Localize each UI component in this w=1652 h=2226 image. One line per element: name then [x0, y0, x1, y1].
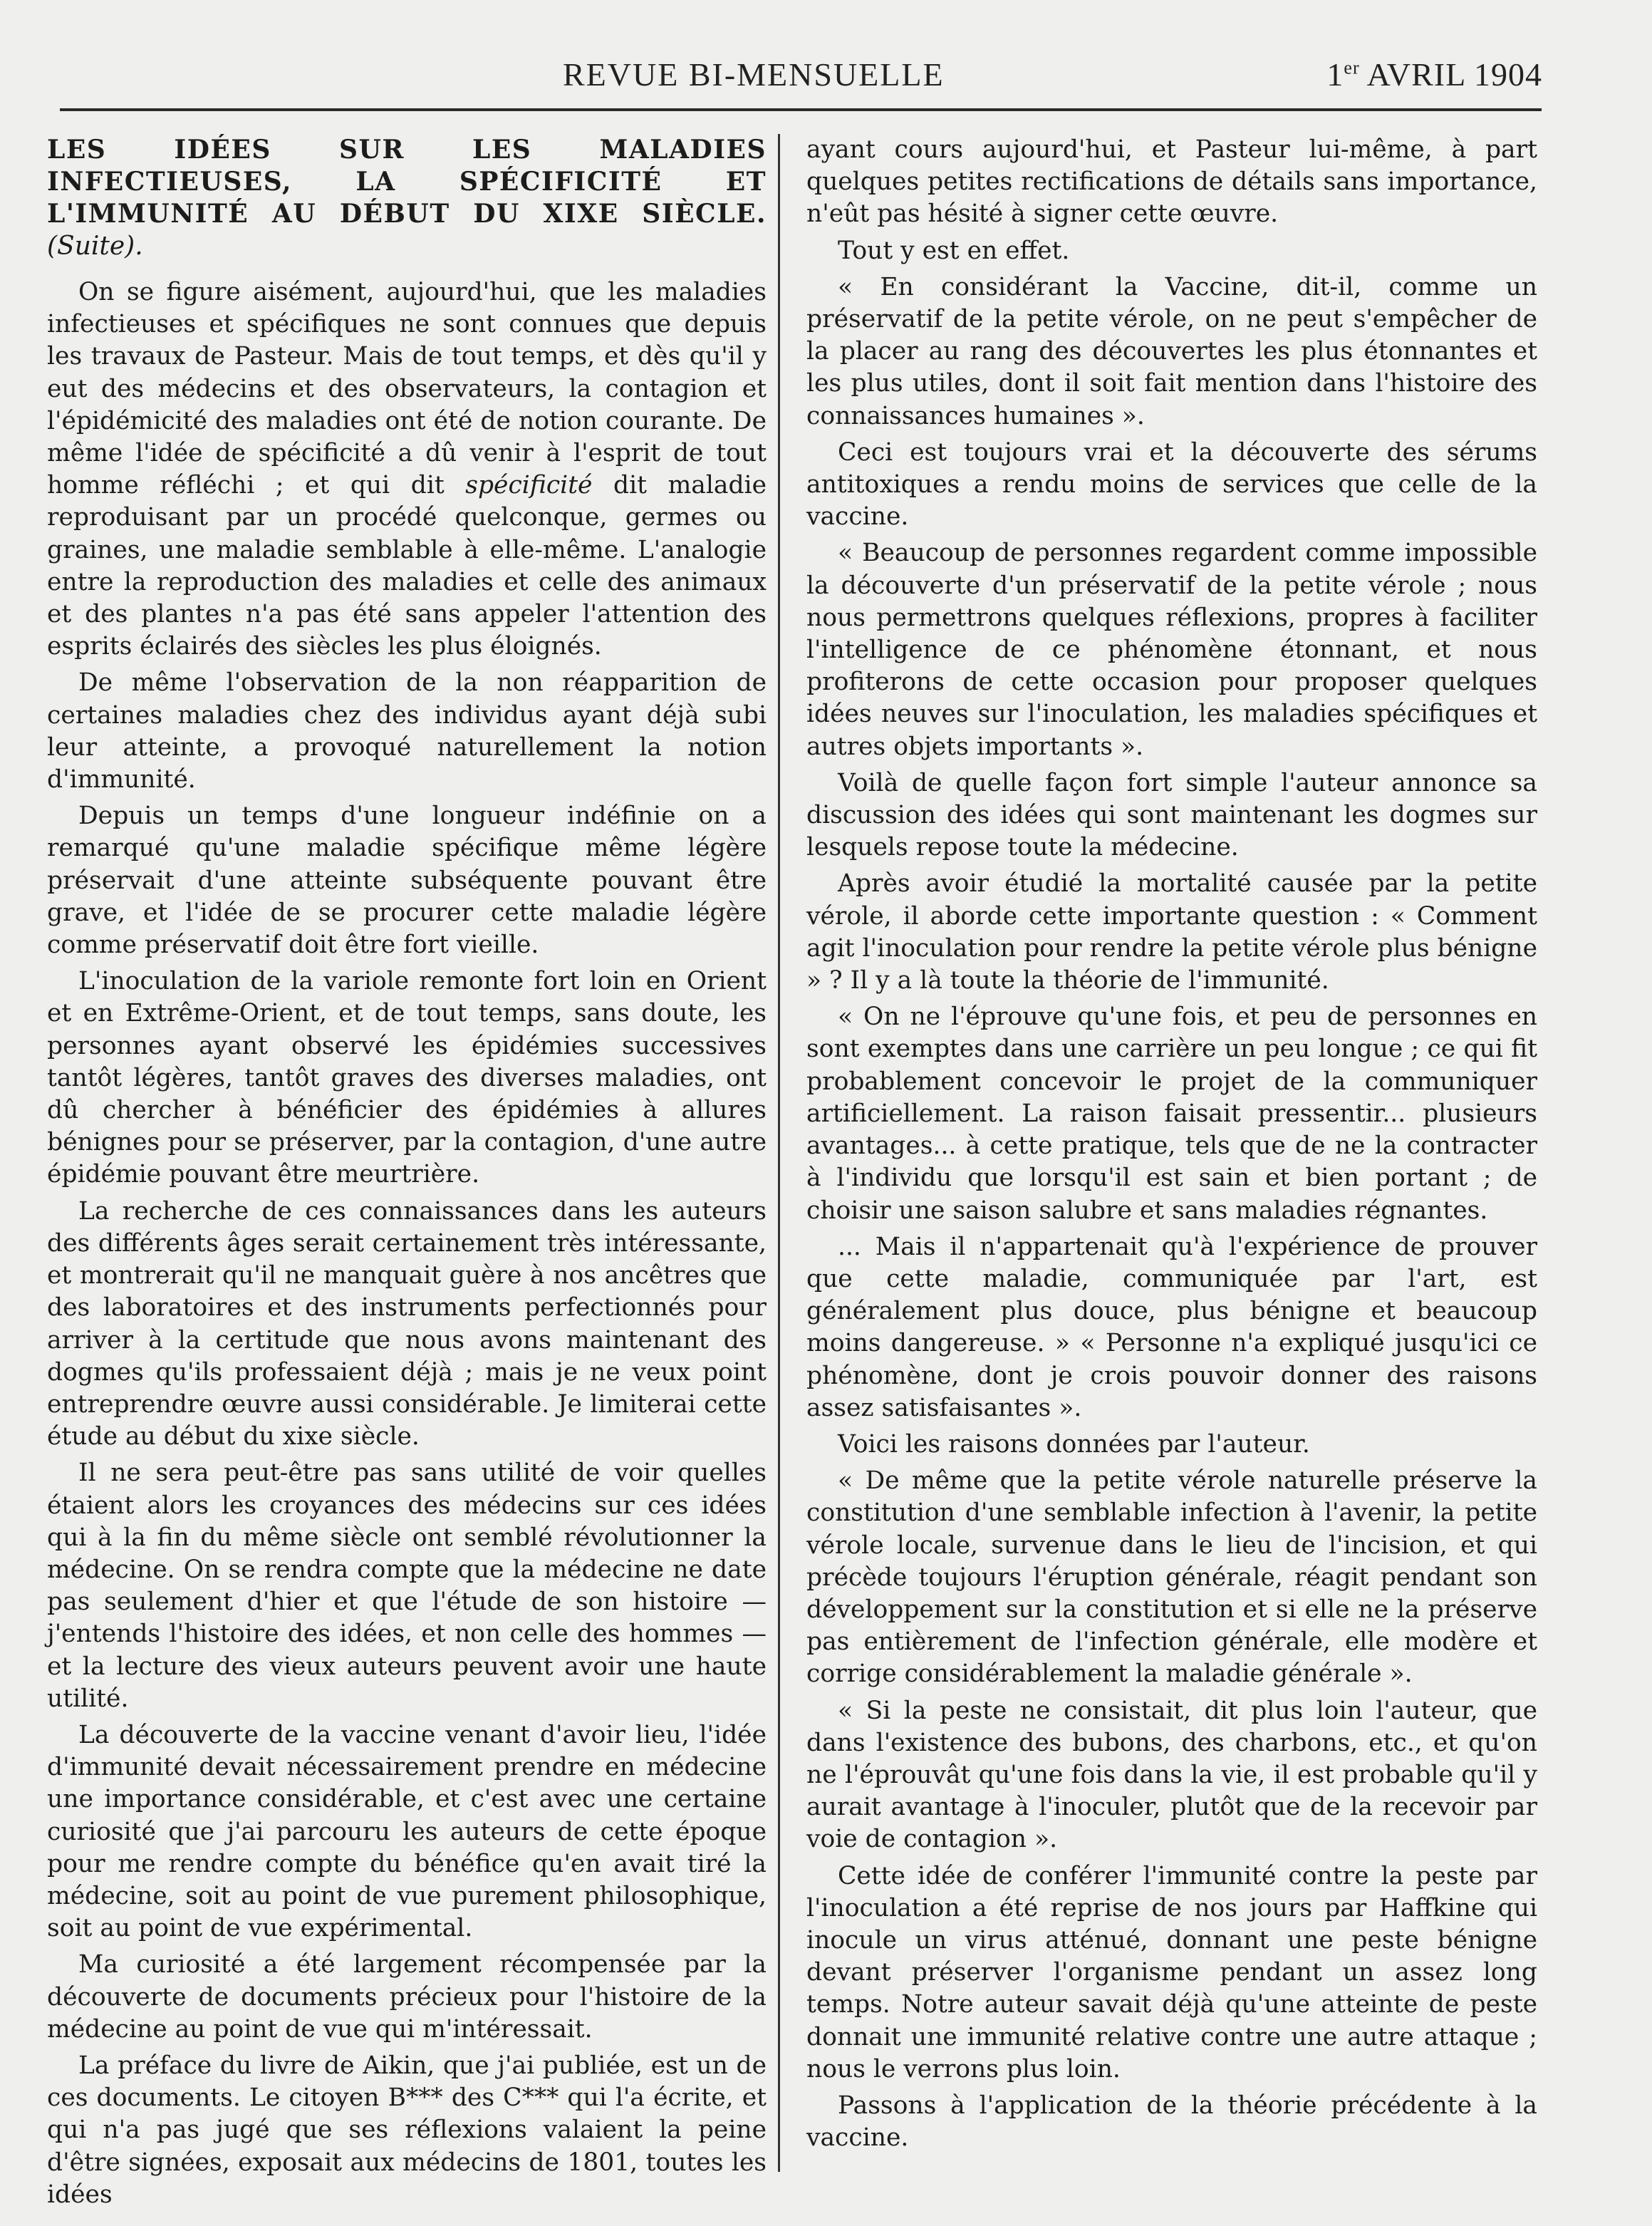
issue-date: [1326, 56, 1542, 93]
paragraph: [47, 2050, 767, 2211]
left-paragraphs: [47, 276, 767, 2211]
paragraph: « En considérant la Vaccine, dit-il, comme un préservatif de la petite vérole, on ne peut s'empêcher de la placer au rang des découvertes les plus étonnantes et les plus utiles, dont il soit fait mention dans l'histoire des connaissances humaines ».: [806, 272, 1537, 430]
paragraph-text: dit maladie reproduisant par un procédé quelconque, germes ou graines, une maladie semblable à elle-même. L'analogie entre la reproduction des maladies et celle des animaux et des plantes n'a pas été sans appeler l'attention des esprits éclairés des siècles les plus éloignés.: [47, 471, 767, 661]
paragraph: Voilà de quelle façon fort simple l'auteur annonce sa discussion des idées qui sont maintenant les dogmes sur lesquels repose toute la médecine.: [806, 768, 1537, 862]
paragraph: [47, 1719, 767, 1945]
issue-date-day-suffix: er: [1344, 57, 1360, 78]
article-title: [47, 134, 767, 262]
article-title-suffix: (Suite).: [47, 232, 143, 261]
paragraph: [47, 1949, 767, 2046]
running-header: [0, 50, 1652, 100]
paragraph: « De même que la petite vérole naturelle préserve la constitution d'une semblable infection à l'avenir, la petite vérole locale, survenue dans le lieu de l'incision, et qui précède toujours l'éruption générale, réagit pendant son développement sur la constitution et si elle ne la préserve pas entièrement de l'infection générale, elle modère et corrige considérablement la maladie générale ».: [806, 1466, 1537, 1689]
issue-date-month-year: AVRIL 1904: [1366, 56, 1542, 93]
paragraph-text: On se figure aisément, aujourd'hui, que les maladies infectieuses et spécifiques ne sont connues que depuis les travaux de Pasteur. Mais de tout temps, et dès qu'il y eut des médecins et des observateurs, la contagion et l'épidémicité des maladies ont été de notion courante. De même l'idée de spécificité a dû venir à l'esprit de tout homme réfléchi ; et qui dit: [47, 278, 767, 500]
paragraph: [47, 800, 767, 961]
emphasis: spécificité: [465, 471, 593, 500]
paragraph-text: La préface du livre de Aikin, que j'ai publiée, est un de ces documents. Le citoyen B*** des C*** qui l'a écrite, et qui n'a pas jugé que ses réflexions valaient la peine d'être signées, exposait aux médecins de 1801, toutes les idées: [47, 2051, 767, 2209]
paragraph: « Beaucoup de personnes regardent comme impossible la découverte d'un préservatif de la petite vérole ; nous nous permettrons quelques réflexions, propres à faciliter l'intelligence de ce phénomène étonnant, et nous profiterons de cette occasion pour proposer quelques idées neuves sur l'inoculation, les maladies spécifiques et autres objets importants ».: [806, 539, 1537, 761]
journal-title: REVUE BI-MENSUELLE: [563, 56, 945, 93]
paragraph-text: Depuis un temps d'une longueur indéfinie on a remarqué qu'une maladie spécifique même légère préservait d'une atteinte subséquente pouvant être grave, et l'idée de se procurer cette maladie légère comme préservatif doit être fort vieille.: [47, 802, 767, 960]
paragraph-text: De même l'observation de la non réapparition de certaines maladies chez des individus ayant déjà subi leur atteinte, a provoqué naturellement la notion d'immunité.: [47, 668, 767, 794]
paragraph-text: Il ne sera peut-être pas sans utilité de voir quelles étaient alors les croyances des médecins sur ces idées qui à la fin du même siècle ont semblé révolutionner la médecine. On se rendra compte que la médecine ne date pas seulement d'hier et que l'étude de son histoire — j'entends l'histoire des idées, et non celle des hommes — et la lecture des vieux auteurs peuvent avoir une haute utilité.: [47, 1459, 767, 1713]
article-title-text: LES IDÉES SUR LES MALADIES INFECTIEUSES, LA SPÉCIFICITÉ ET L'IMMUNITÉ AU DÉBUT DU XIXE SIÈCLE.: [47, 135, 767, 229]
paragraph: « On ne l'éprouve qu'une fois, et peu de personnes en sont exemptes dans une carrière un peu longue ; ce qui fit probablement concevoir le projet de la communiquer artificiellement. La raison faisait pressentir... plusieurs avantages... à cette pratique, tels que de ne la contracter à l'individu que lorsqu'il est sain et bien portant ; de choisir une saison salubre et sans maladies régnantes.: [806, 1003, 1537, 1225]
paragraph-text: La découverte de la vaccine venant d'avoir lieu, l'idée d'immunité devait nécessairement prendre en médecine une importance considérable, et c'est avec une certaine curiosité que j'ai parcouru les auteurs de cette époque pour me rendre compte du bénéfice qu'en avait tiré la médecine, soit au point de vue purement philosophique, soit au point de vue expérimental.: [47, 1720, 767, 1943]
paragraph: Tout y est en effet.: [838, 236, 1070, 265]
paragraph-text: La recherche de ces connaissances dans les auteurs des différents âges serait certainement très intéressante, et montrerait qu'il ne manquait guère à nos ancêtres que des laboratoires et des instruments perfectionnés pour arriver à la certitude que nous avons maintenant des dogmes qu'ils professaient déjà ; mais je ne veux point entreprendre œuvre aussi considérable. Je limiterai cette étude au début du xixe siècle.: [47, 1196, 767, 1451]
paragraph: Voici les raisons données par l'auteur.: [838, 1429, 1310, 1459]
right-column: [806, 134, 1537, 2158]
paragraph: [47, 667, 767, 796]
left-column: [47, 134, 767, 2215]
paragraph: Après avoir étudié la mortalité causée par la petite vérole, il aborde cette importante question : « Comment agit l'inoculation pour rendre la petite vérole plus bénigne » ? Il y a là toute la théorie de l'immunité.: [806, 869, 1537, 995]
paragraph: [47, 1457, 767, 1715]
paragraph: Passons à l'application de la théorie précédente à la vaccine.: [806, 2091, 1537, 2153]
paragraph: Cette idée de conférer l'immunité contre la peste par l'inoculation a été reprise de nos jours par Haffkine qui inocule un virus atténué, donnant une peste bénigne devant préserver l'organisme pendant un assez long temps. Notre auteur savait déjà qu'une atteinte de peste donnait une immunité relative contre une autre attaque ; nous le verrons plus loin.: [806, 1861, 1537, 2083]
paragraph: ayant cours aujourd'hui, et Pasteur lui-même, à part quelques petites rectifications de détails sans importance, n'eût pas hésité à signer cette œuvre.: [806, 135, 1537, 229]
paragraph: [47, 276, 767, 663]
paragraph: [47, 1196, 767, 1454]
header-rule: [60, 108, 1542, 111]
paragraph: ... Mais il n'appartenait qu'à l'expérience de prouver que cette maladie, communiquée par l'art, est généralement plus douce, plus bénigne et beaucoup moins dangereuse. » « Personne n'a expliqué jusqu'ici ce phénomène, dont je crois pouvoir donner des raisons assez satisfaisantes ».: [806, 1232, 1537, 1422]
paragraph: « Si la peste ne consistait, dit plus loin l'auteur, que dans l'existence des bubons, des charbons, etc., et qu'on ne l'éprouvât qu'une fois dans la vie, il est probable qu'il y aurait avantage à l'inoculer, plutôt que de la recevoir par voie de contagion ».: [806, 1696, 1537, 1854]
paragraph: [47, 966, 767, 1191]
right-paragraphs: [806, 134, 1537, 2154]
paragraph-text: L'inoculation de la variole remonte fort loin en Orient et en Extrême-Orient, et de tout temps, sans doute, les personnes ayant observé les épidémies successives tantôt légères, tantôt graves des diverses maladies, ont dû chercher à bénéficier des épidémies à allures bénignes pour se préserver, par la contagion, d'une autre épidémie pouvant être meurtrière.: [47, 967, 767, 1189]
issue-date-day: 1: [1326, 56, 1344, 93]
paragraph-text: Ma curiosité a été largement récompensée par la découverte de documents précieux pour l'histoire de la médecine au point de vue qui m'intéressait.: [47, 1950, 767, 2044]
column-divider: [778, 134, 780, 2172]
paragraph: Ceci est toujours vrai et la découverte des sérums antitoxiques a rendu moins de services que celle de la vaccine.: [806, 438, 1537, 532]
